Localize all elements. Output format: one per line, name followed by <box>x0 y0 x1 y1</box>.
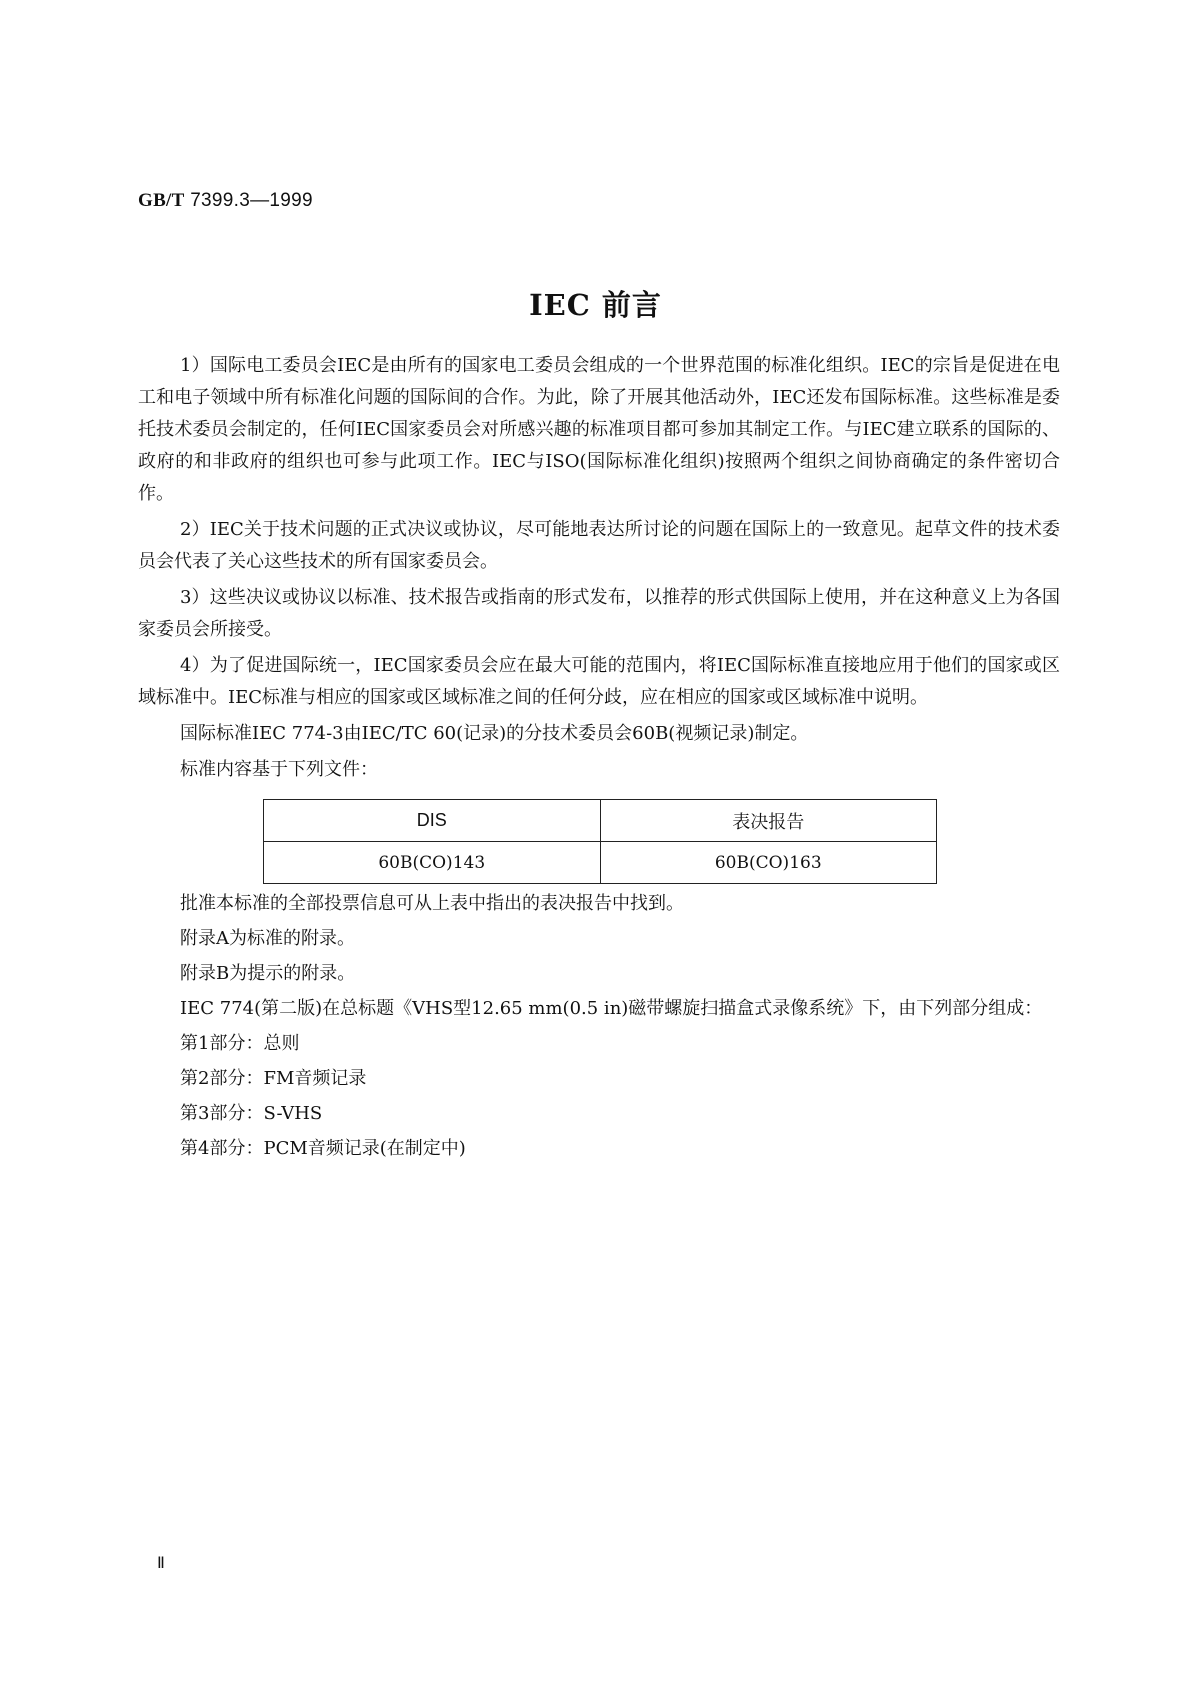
paragraph-series: IEC 774(第二版)在总标题《VHS型12.65 mm(0.5 in)磁带螺旋扫描盒式录像系统》下，由下列部分组成： <box>180 998 1043 1019</box>
list-item-part-1: 第1部分：总则 <box>180 1033 300 1054</box>
page-title: IEC 前言 <box>529 288 662 322</box>
page-number: Ⅱ <box>157 1555 165 1572</box>
paragraph-basis: 标准内容基于下列文件： <box>180 759 378 780</box>
table-row <box>264 842 937 884</box>
standard-prefix: GB/T <box>138 190 185 211</box>
voting-table <box>263 799 937 884</box>
list-item-part-2: 第2部分：FM音频记录 <box>180 1068 367 1089</box>
standard-code <box>138 190 313 212</box>
table-header-vote-report: 表决报告 <box>600 800 937 842</box>
paragraph-2: 2）IEC关于技术问题的正式决议或协议，尽可能地表达所讨论的问题在国际上的一致意见。起草文件的技术委员会代表了关心这些技术的所有国家委员会。 <box>138 519 1060 572</box>
table-header-row <box>264 800 937 842</box>
standard-number: 7399.3—1999 <box>184 190 313 211</box>
paragraph-3: 3）这些决议或协议以标准、技术报告或指南的形式发布，以推荐的形式供国际上使用，并在这种意义上为各国家委员会所接受。 <box>138 587 1060 640</box>
paragraph-1: 1）国际电工委员会IEC是由所有的国家电工委员会组成的一个世界范围的标准化组织。IEC的宗旨是促进在电工和电子领域中所有标准化问题的国际间的合作。为此，除了开展其他活动外，IEC还发布国际标准。这些标准是委托技术委员会制定的，任何IEC国家委员会对所感兴趣的标准项目都可参加其制定工作。与IEC建立联系的国际的、政府的和非政府的组织也可参与此项工作。IEC与ISO(国际标准化组织)按照两个组织之间协商确定的条件密切合作。 <box>138 355 1060 504</box>
foreword-body <box>138 350 1060 786</box>
paragraph-annex-b: 附录B为提示的附录。 <box>180 963 356 984</box>
list-item-part-3: 第3部分：S-VHS <box>180 1103 323 1124</box>
table-cell-vote-report: 60B(CO)163 <box>600 842 937 884</box>
table-cell-dis: 60B(CO)143 <box>264 842 601 884</box>
paragraph-4: 4）为了促进国际统一，IEC国家委员会应在最大可能的范围内，将IEC国际标准直接地应用于他们的国家或区域标准中。IEC标准与相应的国家或区域标准之间的任何分歧，应在相应的国家或区域标准中说明。 <box>138 655 1060 708</box>
table-header-dis: DIS <box>264 800 601 842</box>
list-item-part-4: 第4部分：PCM音频记录(在制定中) <box>180 1138 466 1159</box>
paragraph-origin: 国际标准IEC 774-3由IEC/TC 60(记录)的分技术委员会60B(视频记录)制定。 <box>180 723 809 744</box>
post-table-body <box>138 888 1060 1165</box>
paragraph-annex-a: 附录A为标准的附录。 <box>180 928 355 949</box>
paragraph-approval: 批准本标准的全部投票信息可从上表中指出的表决报告中找到。 <box>180 893 684 914</box>
